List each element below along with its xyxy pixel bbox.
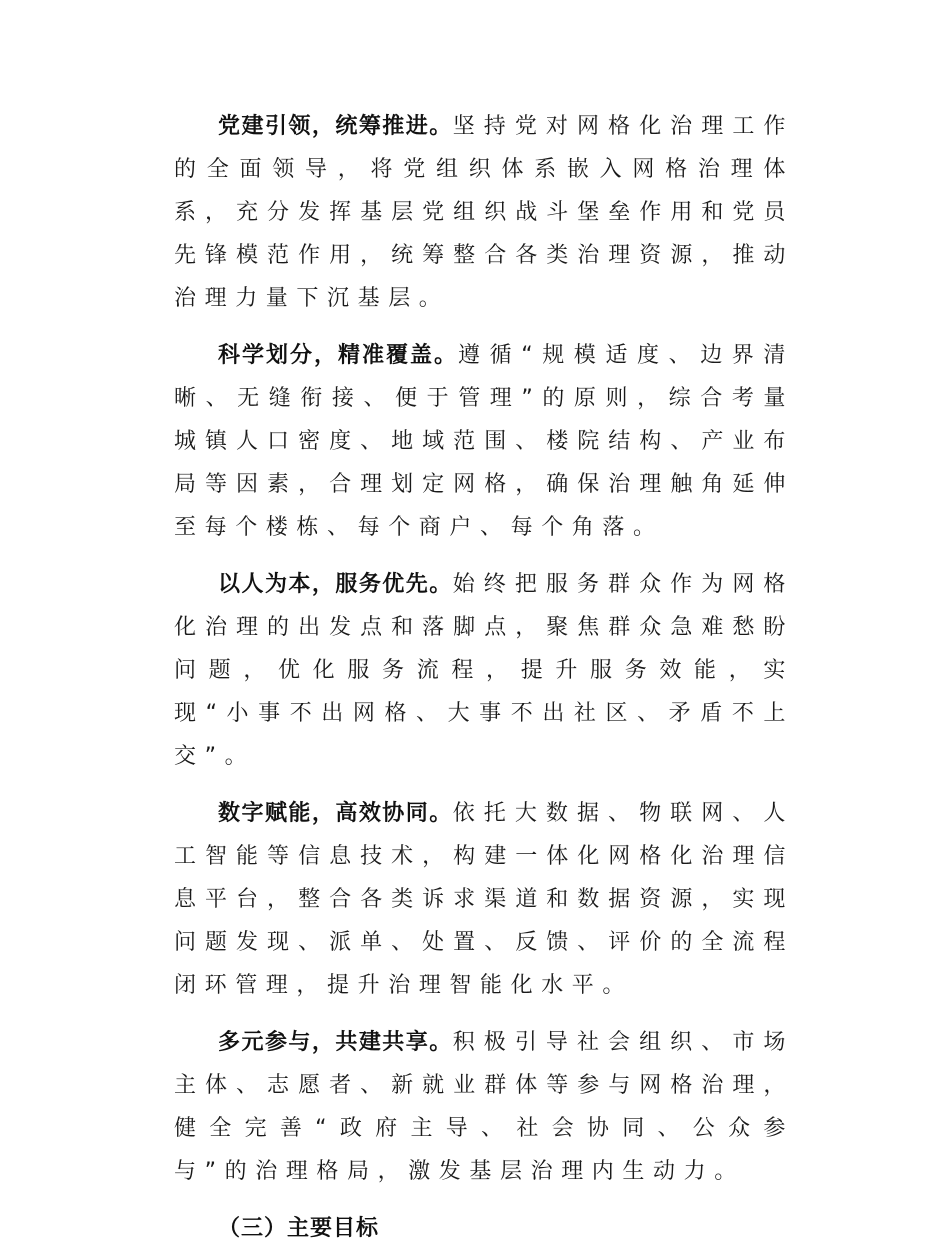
paragraph-lead: 数字赋能，高效协同。 — [218, 801, 453, 826]
paragraph-multi-participation — [174, 1021, 794, 1193]
paragraph-body: 积极引导社会组织、市场主体、志愿者、新就业群体等参与网格治理，健全完善“政府主导、社会协同、公众参与”的治理格局，激发基层治理内生动力。 — [174, 1030, 794, 1184]
paragraph-lead: 多元参与，共建共享。 — [218, 1030, 453, 1055]
paragraph-body: 坚持党对网格化治理工作的全面领导，将党组织体系嵌入网格治理体系，充分发挥基层党组织战斗堡垒作用和党员先锋模范作用，统筹整合各类治理资源，推动治理力量下沉基层。 — [174, 114, 794, 311]
document-page — [174, 105, 794, 1250]
paragraph-people-first — [174, 563, 794, 778]
section-heading-main-goals: （三）主要目标 — [218, 1216, 380, 1241]
paragraph-lead: 科学划分，精准覆盖。 — [218, 343, 458, 368]
paragraph-party-leadership — [174, 105, 794, 320]
paragraph-scientific-division — [174, 334, 794, 549]
paragraph-body: 始终把服务群众作为网格化治理的出发点和落脚点，聚焦群众急难愁盼问题，优化服务流程，提升服务效能，实现“小事不出网格、大事不出社区、矛盾不上交”。 — [174, 572, 794, 769]
paragraph-digital-empowerment — [174, 792, 794, 1007]
paragraph-body: 依托大数据、物联网、人工智能等信息技术，构建一体化网格化治理信息平台，整合各类诉求渠道和数据资源，实现问题发现、派单、处置、反馈、评价的全流程闭环管理，提升治理智能化水平。 — [174, 801, 794, 998]
paragraph-body: 遵循“规模适度、边界清晰、无缝衔接、便于管理”的原则，综合考量城镇人口密度、地域范围、楼院结构、产业布局等因素，合理划定网格，确保治理触角延伸至每个楼栋、每个商户、每个角落。 — [174, 343, 794, 540]
paragraph-lead: 党建引领，统筹推进。 — [218, 114, 453, 139]
paragraph-lead: 以人为本，服务优先。 — [218, 572, 453, 597]
